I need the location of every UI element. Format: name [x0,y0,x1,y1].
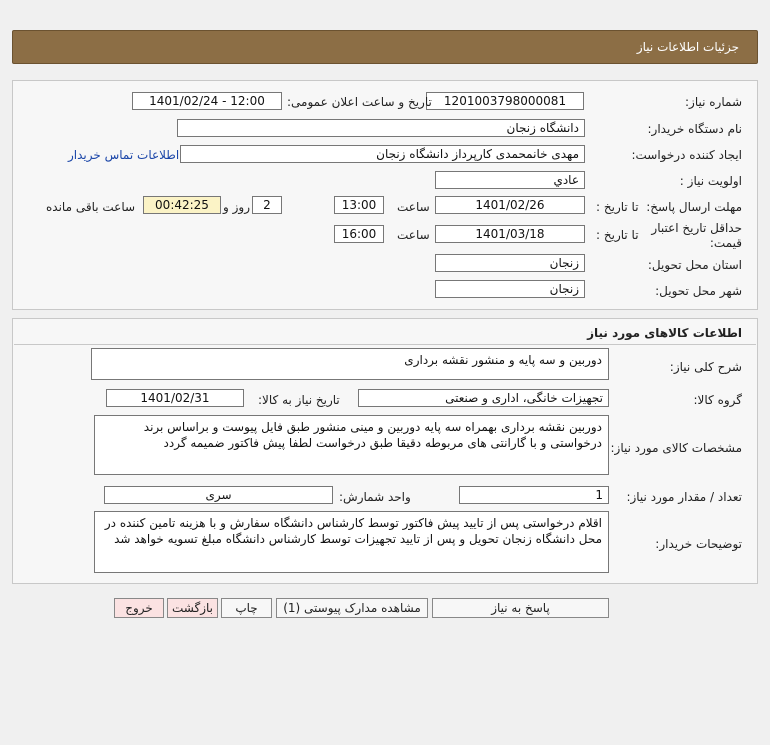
priority-field[interactable]: عادي [435,171,585,189]
deadline-to-date-label: تا تاریخ : [596,200,639,214]
buyer-org-field[interactable]: دانشگاه زنجان [177,119,585,137]
print-button[interactable]: چاپ [221,598,272,618]
validity-date-field[interactable]: 1401/03/18 [435,225,585,243]
goods-section-title: اطلاعات کالاهای مورد نیاز [587,326,742,340]
province-field[interactable]: زنجان [435,254,585,272]
province-label: استان محل تحویل: [647,258,742,272]
creator-label: ایجاد کننده درخواست: [631,148,742,162]
buyer-notes-field[interactable]: اقلام درخواستی پس از تایید پیش فاکتور توسط کارشناس دانشگاه سفارش و با هزینه تامین کننده در محل دانشگاه زنجان تحویل و پس از تایید تجهیزات توسط کارشناس دانشگاه مبلغ تسویه خواهد شد [94,511,609,573]
buyer-contact-link[interactable]: اطلاعات تماس خریدار [68,148,180,162]
view-attachments-button[interactable]: مشاهده مدارک پیوستی (1) [276,598,428,618]
goods-group-field[interactable]: تجهیزات خانگی، اداری و صنعتی [358,389,609,407]
validity-time-field[interactable]: 16:00 [334,225,384,243]
reply-button[interactable]: پاسخ به نیاز [432,598,609,618]
validity-time-label: ساعت [397,228,430,242]
summary-field[interactable]: دوربین و سه پایه و منشور نقشه برداری [91,348,609,380]
days-remaining-field[interactable]: 2 [252,196,282,214]
need-date-label: تاریخ نیاز به کالا: [258,393,340,407]
quantity-field[interactable]: 1 [459,486,609,504]
validity-to-date-label: تا تاریخ : [596,228,639,242]
deadline-date-field[interactable]: 1401/02/26 [435,196,585,214]
validity-label-line1: حداقل تاریخ اعتبار [651,221,742,235]
unit-label: واحد شمارش: [339,490,411,504]
days-label: روز و [223,200,250,214]
deadline-time-label: ساعت [397,200,430,214]
remaining-time-label: ساعت باقی مانده [46,200,136,214]
unit-field[interactable]: سری [104,486,333,504]
deadline-time-field[interactable]: 13:00 [334,196,384,214]
need-date-field[interactable]: 1401/02/31 [106,389,244,407]
page-title: جزئیات اطلاعات نیاز [636,40,739,54]
priority-label: اولويت نياز : [679,174,742,188]
exit-button[interactable]: خروج [114,598,164,618]
specs-field[interactable]: دوربین نقشه برداری بهمراه سه پایه دوربین و مینی منشور طبق فایل پیوست و براساس برند درخواستی و با گارانتی های مربوطه دقیقا طبق درخواست لطفا پیش فاکتور ضمیمه گردد [94,415,609,475]
creator-field[interactable]: مهدی خانمحمدی کارپرداز دانشگاه زنجان [180,145,585,163]
city-field[interactable]: زنجان [435,280,585,298]
summary-label: شرح کلی نیاز: [669,360,742,374]
need-info-panel [12,80,758,310]
page-header [12,30,758,64]
buyer-org-label: نام دستگاه خريدار: [647,122,742,136]
validity-label-line2: قیمت: [709,236,742,250]
announce-label: تاریخ و ساعت اعلان عمومی: [287,95,432,109]
section-divider [14,344,756,345]
city-label: شهر محل تحویل: [655,284,742,298]
quantity-label: تعداد / مقدار مورد نیاز: [626,490,742,504]
goods-group-label: گروه کالا: [693,393,742,407]
deadline-label: مهلت ارسال پاسخ: [646,200,742,214]
remaining-timer-field: 00:42:25 [143,196,221,214]
announce-datetime-field[interactable]: 1401/02/24 - 12:00 [132,92,282,110]
buyer-notes-label: توضیحات خریدار: [655,537,742,551]
need-number-field[interactable]: 1201003798000081 [426,92,584,110]
specs-label: مشخصات کالای مورد نیاز: [610,441,742,455]
need-number-label: شماره نیاز: [685,95,742,109]
back-button[interactable]: بازگشت [167,598,218,618]
